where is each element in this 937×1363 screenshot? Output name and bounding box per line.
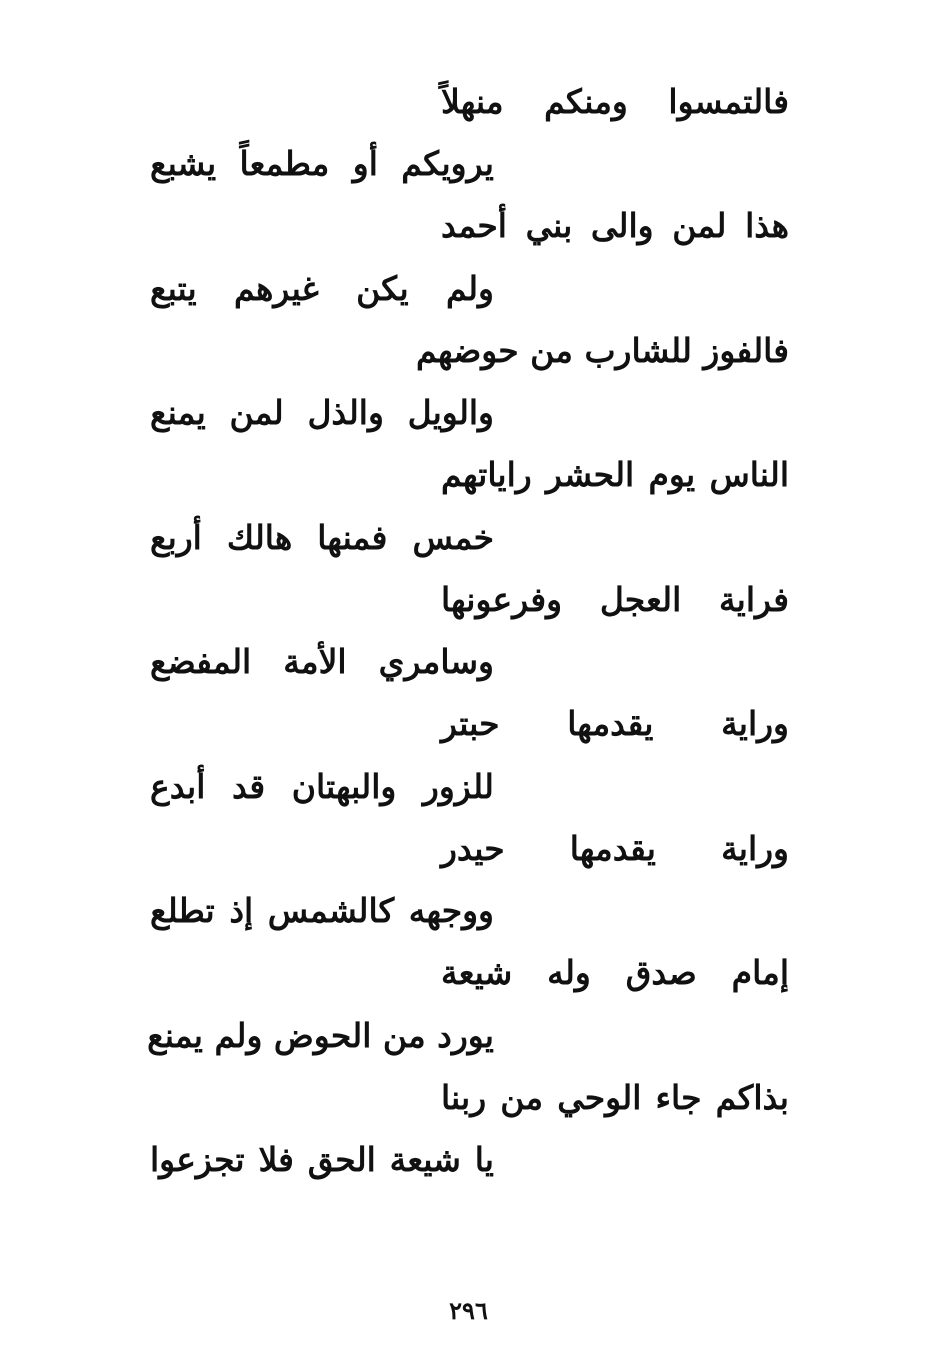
verse-line: بذاكم جاء الوحي من ربنا — [441, 1078, 789, 1117]
verse-line: ووجهه كالشمس إذ تطلع — [150, 891, 494, 930]
verse-line: يا شيعة الحق فلا تجزعوا — [150, 1140, 494, 1179]
verse-line: إمام صدق وله شيعة — [441, 953, 789, 992]
verse-line: الناس يوم الحشر راياتهم — [441, 455, 789, 494]
verse-line: والويل والذل لمن يمنع — [150, 393, 494, 432]
verse-line: للزور والبهتان قد أبدع — [150, 767, 494, 806]
verse-line: هذا لمن والى بني أحمد — [441, 206, 789, 245]
verse-line: وسامري الأمة المفضع — [150, 642, 494, 681]
verse-line: وراية يقدمها حيدر — [441, 829, 789, 868]
verse-line: فالفوز للشارب من حوضهم — [416, 331, 789, 370]
verse-line: خمس فمنها هالك أربع — [150, 518, 494, 557]
verse-line: يورد من الحوض ولم يمنع — [147, 1016, 494, 1055]
verse-line: ولم يكن غيرهم يتبع — [150, 269, 494, 308]
page-number: ٢٩٦ — [449, 1296, 488, 1325]
verse-line: فراية العجل وفرعونها — [441, 580, 789, 619]
verse-line: وراية يقدمها حبتر — [441, 704, 789, 743]
verse-line: فالتمسوا ومنكم منهلاً — [441, 82, 789, 121]
verse-line: يرويكم أو مطمعاً يشبع — [150, 144, 494, 183]
